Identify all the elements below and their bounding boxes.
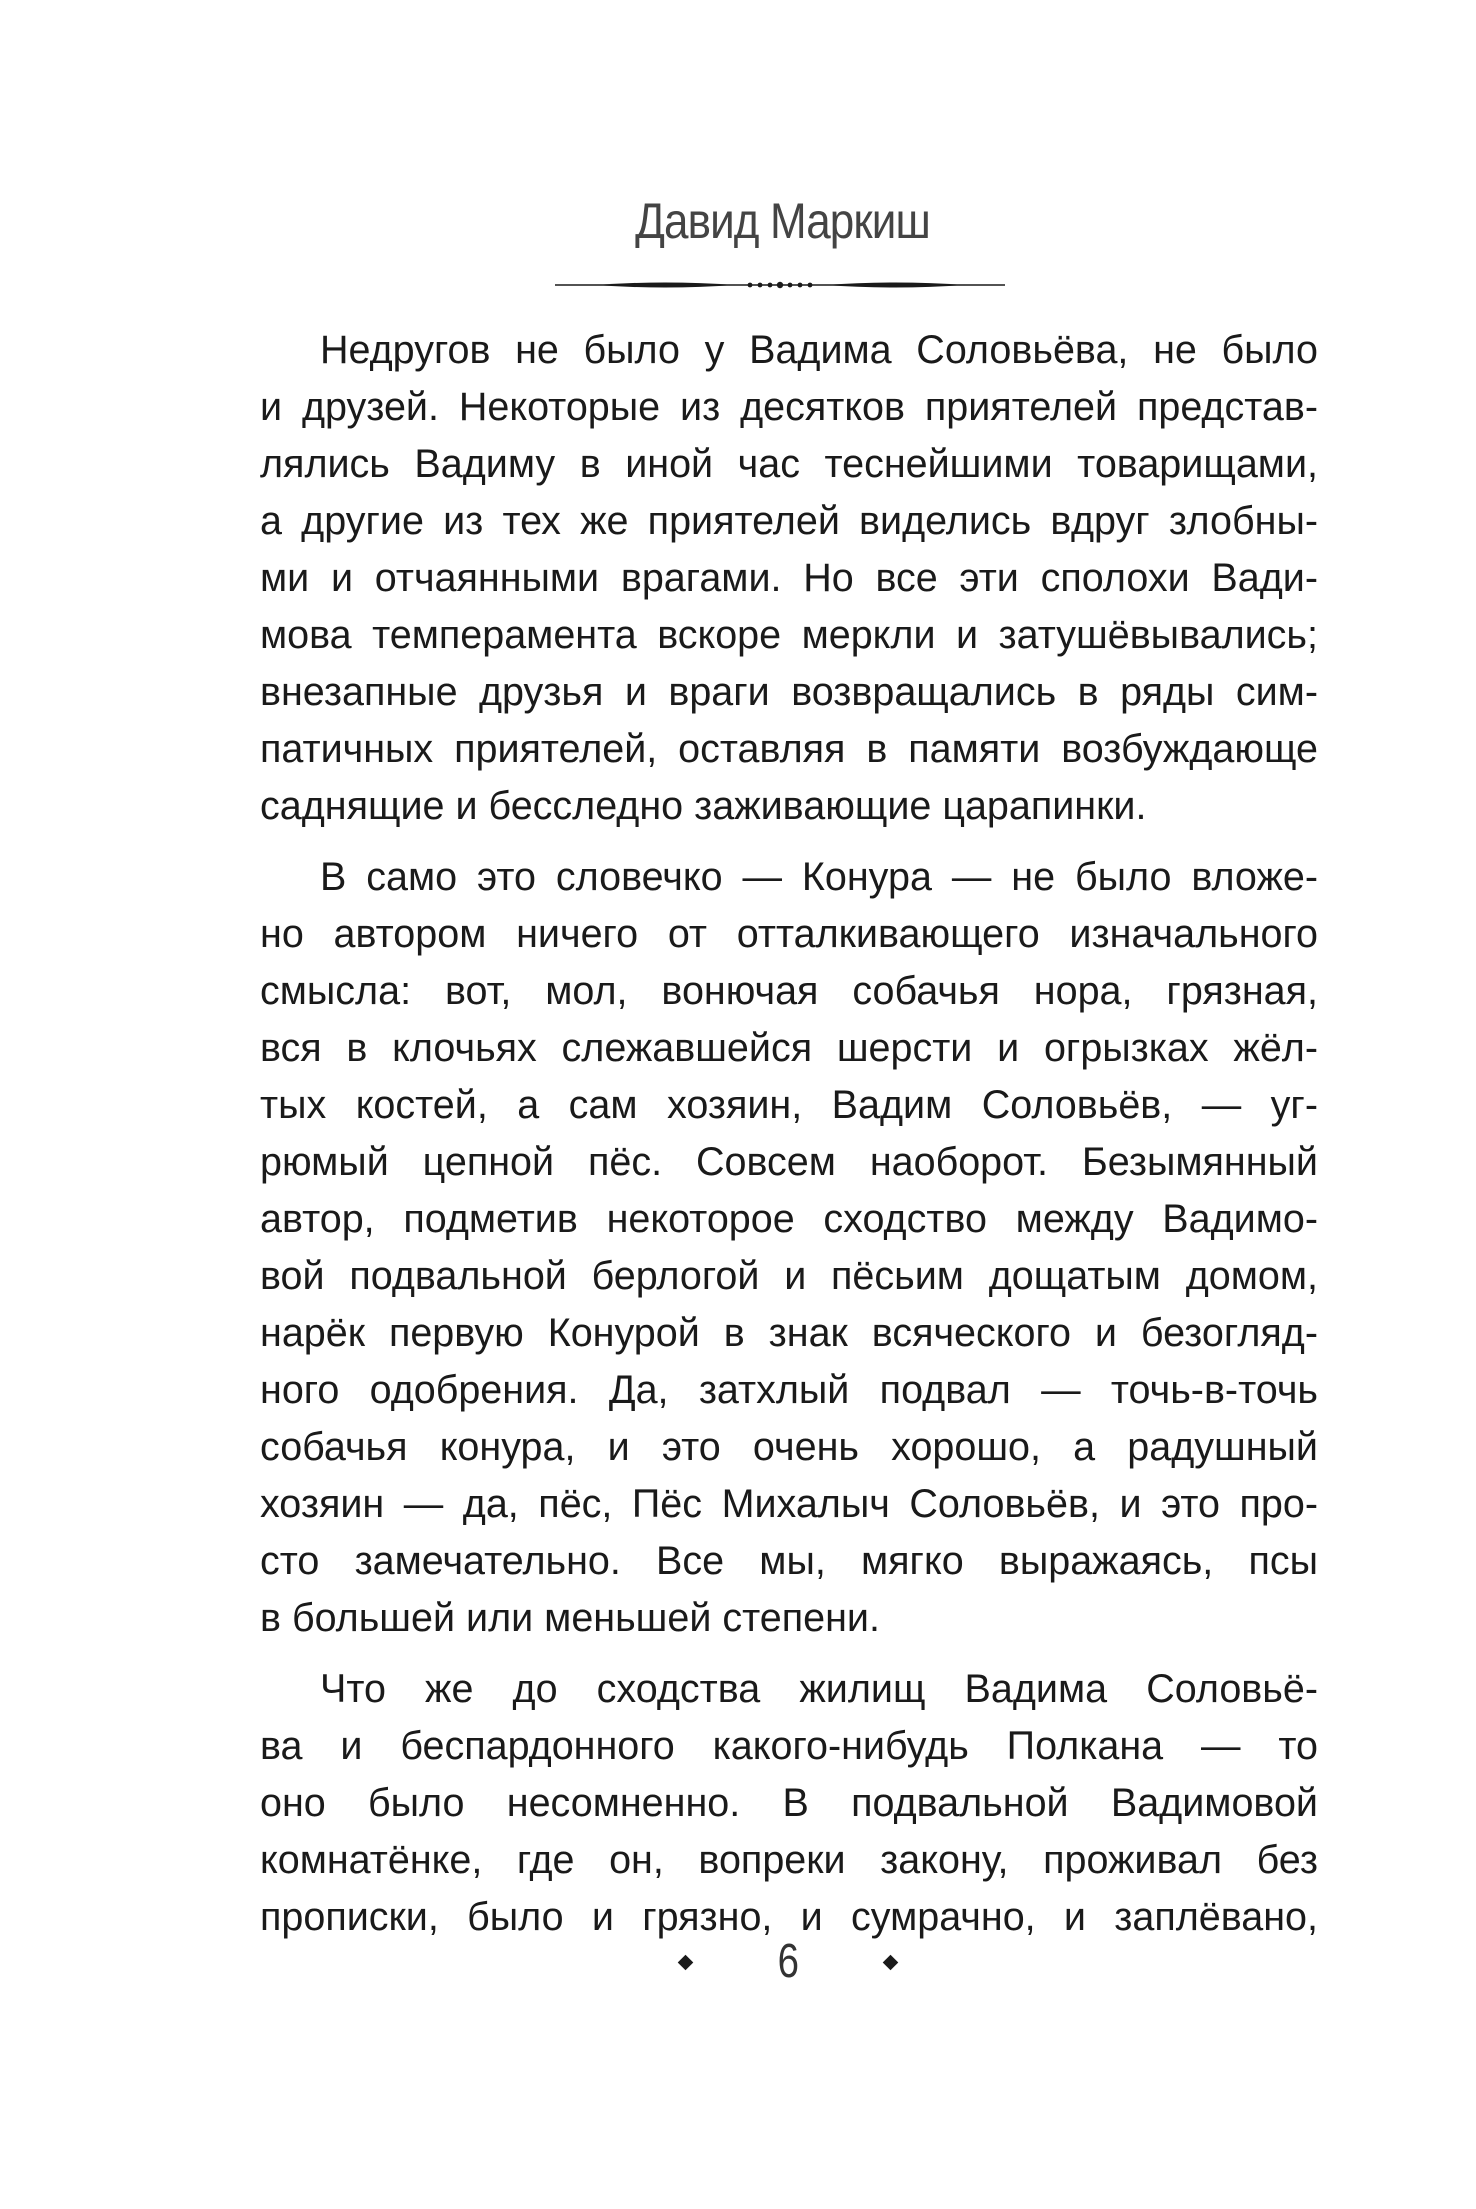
text-line: лялись Вадиму в иной час теснейшими товарищами, xyxy=(260,442,1318,486)
text-line: и друзей. Некоторые из десятков приятелей представ- xyxy=(260,385,1318,429)
text-line: В само это словечко — Конура — не было вложе- xyxy=(320,855,1318,899)
text-line: вся в клочьях слежавшейся шерсти и огрызках жёл- xyxy=(260,1026,1318,1070)
text-line: Недругов не было у Вадима Соловьёва, не было xyxy=(320,328,1318,372)
text-line: ного одобрения. Да, затхлый подвал — точь-в-точь xyxy=(260,1368,1318,1412)
text-line: сто замечательно. Все мы, мягко выражаясь, псы xyxy=(260,1539,1318,1583)
diamond-bullet-icon xyxy=(883,1954,899,1970)
text-line: смысла: вот, мол, вонючая собачья нора, грязная, xyxy=(260,969,1318,1013)
text-line: но автором ничего от отталкивающего изначального xyxy=(260,912,1318,956)
text-line: нарёк первую Конурой в знак всяческого и безогляд- xyxy=(260,1311,1318,1355)
paragraph-3 xyxy=(260,1661,1318,1946)
text-line: мова темперамента вскоре меркли и затушёвывались; xyxy=(260,613,1318,657)
ornamental-rule xyxy=(555,270,1005,300)
diamond-bullet-icon xyxy=(678,1954,694,1970)
body-text xyxy=(260,322,1318,1946)
text-line: Что же до сходства жилищ Вадима Соловьё- xyxy=(320,1667,1318,1711)
running-head-author: Давид Маркиш xyxy=(635,193,930,249)
text-line: ва и беспардонного какого-нибудь Полкана — то xyxy=(260,1724,1318,1768)
page-number: 6 xyxy=(777,1935,799,1988)
text-line: рюмый цепной пёс. Совсем наоборот. Безымянный xyxy=(260,1140,1318,1184)
text-line: внезапные друзья и враги возвращались в ряды сим- xyxy=(260,670,1318,714)
text-line: патичных приятелей, оставляя в памяти возбуждающе xyxy=(260,727,1318,771)
text-line: тых костей, а сам хозяин, Вадим Соловьёв, — уг- xyxy=(260,1083,1318,1127)
text-line: комнатёнке, где он, вопреки закону, проживал без xyxy=(260,1838,1318,1882)
text-line: собачья конура, и это очень хорошо, а радушный xyxy=(260,1425,1318,1469)
text-line: в большей или меньшей степени. xyxy=(260,1596,880,1640)
text-line: вой подвальной берлогой и пёсьим дощатым домом, xyxy=(260,1254,1318,1298)
text-line: а другие из тех же приятелей виделись вдруг злобны- xyxy=(260,499,1318,543)
text-line: саднящие и бесследно заживающие царапинки. xyxy=(260,784,1147,828)
text-line: прописки, было и грязно, и сумрачно, и заплёвано, xyxy=(260,1895,1318,1939)
text-line: автор, подметив некоторое сходство между Вадимо- xyxy=(260,1197,1318,1241)
paragraph-1 xyxy=(260,322,1318,835)
paragraph-2 xyxy=(260,849,1318,1647)
text-line: хозяин — да, пёс, Пёс Михалыч Соловьёв, и это про- xyxy=(260,1482,1318,1526)
text-line: оно было несомненно. В подвальной Вадимовой xyxy=(260,1781,1318,1825)
page-footer xyxy=(680,1935,896,1988)
text-line: ми и отчаянными врагами. Но все эти сполохи Вади- xyxy=(260,556,1318,600)
